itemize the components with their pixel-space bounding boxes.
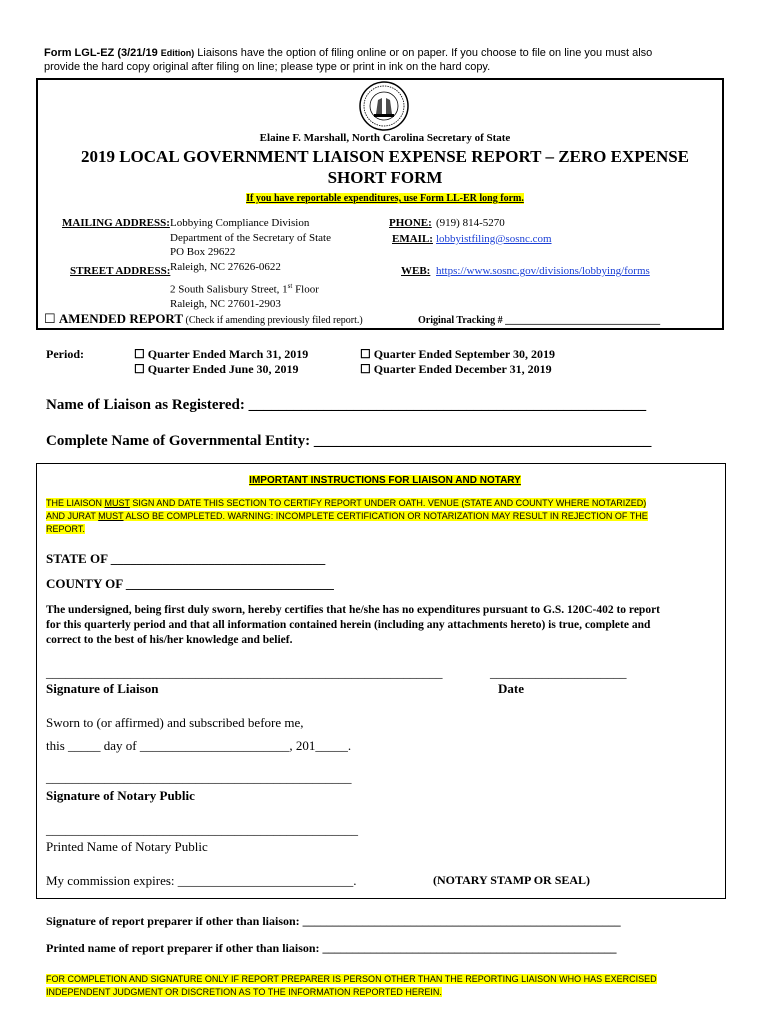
title-line1: 2019 LOCAL GOVERNMENT LIAISON EXPENSE REPORT – ZERO EXPENSE (80, 147, 690, 166)
form-edition: Edition) (160, 48, 195, 58)
period-option-q1[interactable]: ☐ Quarter Ended March 31, 2019 (134, 347, 309, 361)
original-tracking: Original Tracking # _______________________________ (418, 315, 661, 326)
oath-text: The undersigned, being first duly sworn, hereby certifies that he/she has no expenditures pursuant to G.S. 120C-402 to report for this quarterly period and that all information contained herein (including any attachments hereto) is true, complete and correct to the best of his/her knowledge and belief. (46, 604, 661, 646)
sworn-text: Sworn to (or affirmed) and subscribed before me, (46, 715, 304, 730)
period-options-right (360, 347, 555, 377)
printed-name-line[interactable]: ________________________________________________ (46, 822, 358, 837)
notary-heading: IMPORTANT INSTRUCTIONS FOR LIAISON AND NOTARY (249, 475, 521, 486)
notary-signature-label: Signature of Notary Public (46, 788, 195, 803)
mailing-address (170, 216, 331, 274)
printed-name-label: Printed Name of Notary Public (46, 839, 208, 854)
street-label: STREET ADDRESS: (70, 265, 171, 277)
entity-name-field[interactable]: Complete Name of Governmental Entity: _____________________________________________ (46, 433, 652, 449)
preparer-note: FOR COMPLETION AND SIGNATURE ONLY IF REPORT PREPARER IS PERSON OTHER THAN THE REPORTING LIAISON WHO HAS EXERCISED INDEPENDENT JUDGMENT OR DISCRETION AS TO THE INFORMATION REPORTED HEREIN. (46, 974, 657, 997)
county-field[interactable]: COUNTY OF ________________________________ (46, 576, 334, 591)
preparer-signature-field[interactable]: Signature of report preparer if other than liaison: _____________________________________________________ (46, 914, 621, 928)
official-name: Elaine F. Marshall, North Carolina Secretary of State (259, 132, 511, 144)
intro-line1: Liaisons have the option of filing online or on paper. If you choose to file on line you must also (194, 47, 653, 59)
page-title (0, 146, 770, 188)
state-field[interactable]: STATE OF _________________________________ (46, 551, 326, 566)
mailing-line: Lobbying Compliance Division (170, 217, 310, 229)
street-address: 2 South Salisbury Street, 1st Floor Raleigh, NC 27601-2903 (170, 282, 319, 311)
amended-note: (Check if amending previously filed report.) (183, 315, 363, 326)
period-option-q2[interactable]: ☐ Quarter Ended June 30, 2019 (134, 362, 299, 376)
date-line[interactable]: _____________________ (490, 665, 627, 680)
period-options-left (134, 347, 308, 377)
street-line2: Raleigh, NC 27601-2903 (170, 298, 281, 311)
mailing-line: Department of the Secretary of State (170, 231, 331, 244)
liaison-name-field[interactable]: Name of Liaison as Registered: _____________________________________________________ (46, 397, 647, 413)
email-label: EMAIL: (392, 233, 433, 245)
notary-stamp-label: (NOTARY STAMP OR SEAL) (433, 873, 591, 887)
phone-value: (919) 814-5270 (436, 217, 505, 229)
amended-report-row (44, 311, 363, 327)
period-option-q4[interactable]: ☐ Quarter Ended December 31, 2019 (360, 362, 552, 376)
intro-line2: provide the hard copy original after filing on line; please type or print in ink on the hard copy. (44, 61, 491, 73)
long-form-note: If you have reportable expenditures, use Form LL-ER long form. (246, 193, 524, 204)
intro-text (44, 46, 744, 74)
title-line2: SHORT FORM (327, 168, 443, 187)
mailing-line: Raleigh, NC 27626-0622 (170, 260, 281, 273)
web-link[interactable]: https://www.sosnc.gov/divisions/lobbying/forms (436, 265, 650, 277)
period-label: Period: (46, 347, 84, 361)
date-label: Date (498, 681, 524, 696)
mailing-label: MAILING ADDRESS: (62, 217, 170, 229)
amended-checkbox[interactable]: ☐ (44, 311, 56, 326)
notary-warning: THE LIAISON MUST SIGN AND DATE THIS SECTION TO CERTIFY REPORT UNDER OATH. VENUE (STATE AND COUNTY WHERE NOTARIZED) AND JURAT MUST ALSO BE COMPLETED. WARNING: INCOMPLETE CERTIFICATION OR NOTARIZATION MAY RESULT IN REJECTION OF THE REPORT. (46, 498, 648, 534)
commission-field[interactable]: My commission expires: ___________________________. (46, 873, 357, 888)
period-option-q3[interactable]: ☐ Quarter Ended September 30, 2019 (360, 347, 555, 361)
mailing-line: PO Box 29622 (170, 246, 236, 258)
phone-label: PHONE: (389, 217, 432, 229)
notary-signature-line[interactable]: _______________________________________________ (46, 770, 352, 785)
preparer-name-field[interactable]: Printed name of report preparer if other than liaison: _________________________________________________ (46, 941, 617, 955)
web-label: WEB: (401, 265, 431, 277)
liaison-signature-line[interactable]: _____________________________________________________________ (46, 665, 443, 680)
this-day-field[interactable]: this _____ day of _______________________, 201_____. (46, 738, 352, 753)
amended-label: AMENDED REPORT (58, 311, 184, 326)
form-id: Form LGL-EZ (3/21/19 (44, 47, 161, 59)
liaison-signature-label: Signature of Liaison (46, 681, 159, 696)
nc-state-seal-icon (358, 80, 410, 132)
email-link[interactable]: lobbyistfiling@sosnc.com (436, 233, 552, 245)
